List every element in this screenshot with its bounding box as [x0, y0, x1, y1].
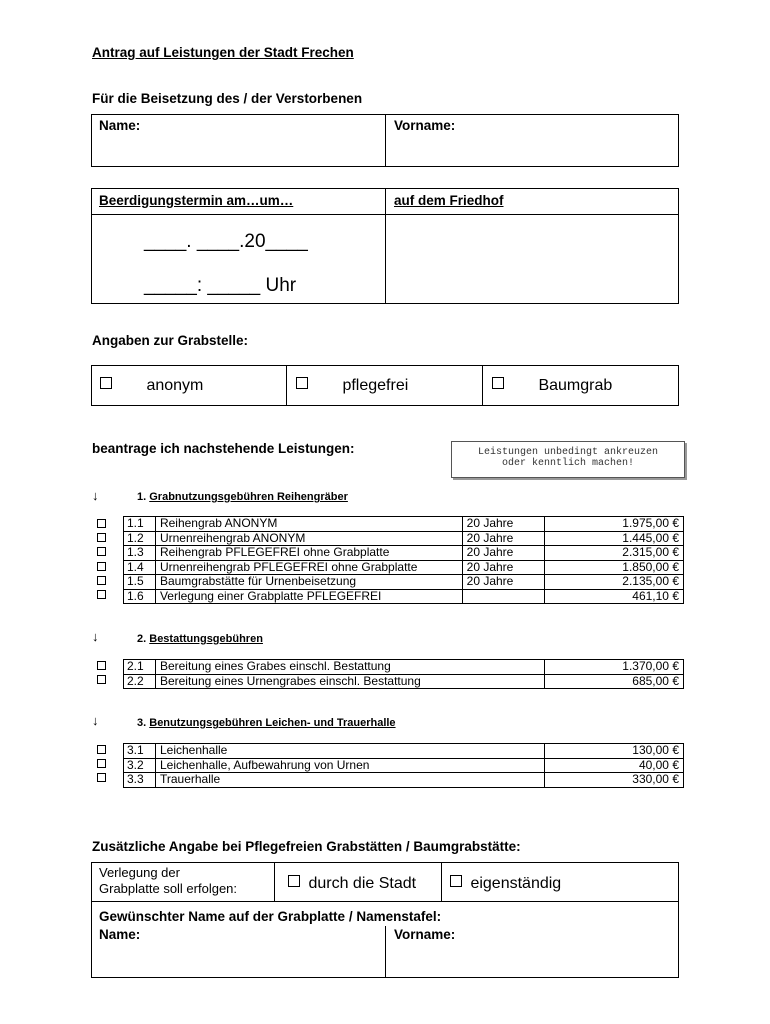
section-2-checkboxes: [97, 661, 106, 689]
plate-name-label: Name:: [99, 927, 141, 942]
section-2-title: 2. Bestattungsgebühren: [137, 633, 263, 645]
plate-firstname-field[interactable]: [388, 945, 676, 975]
table-row: 3.3 Trauerhalle 330,00 €: [124, 773, 684, 788]
checkbox-3-2[interactable]: [97, 759, 106, 768]
table-row: 3.2 Leichenhalle, Aufbewahrung von Urnen 40,00 €: [124, 758, 684, 773]
grave-option-baumgrab[interactable]: [492, 376, 612, 394]
table-row: 1.3 Reihengrab PFLEGEFREI ohne Grabplatte 20 Jahre 2.315,00 €: [124, 546, 684, 561]
checkbox-1-2[interactable]: [97, 533, 106, 542]
checkbox-3-3[interactable]: [97, 773, 106, 782]
services-heading: beantrage ich nachstehende Leistungen:: [92, 441, 355, 456]
grave-option-anonym[interactable]: [100, 376, 203, 394]
table-row: 1.5 Baumgrabstätte für Urnenbeisetzung 20 Jahre 2.135,00 €: [124, 575, 684, 590]
section-1-table: [123, 516, 684, 604]
burial-time-input[interactable]: _____: _____ Uhr: [144, 275, 297, 296]
checkbox-2-2[interactable]: [97, 675, 106, 684]
extra-heading: Zusätzliche Angabe bei Pflegefreien Grabstätten / Baumgrabstätte:: [92, 839, 521, 854]
services-note-line2: oder kenntlich machen!: [501, 458, 635, 469]
deceased-name-label: Name:: [99, 118, 141, 133]
arrow-down-icon: ↓: [92, 713, 99, 728]
burial-date-input[interactable]: ____. ____.20____: [144, 231, 308, 252]
checkbox-2-1[interactable]: [97, 661, 106, 670]
option-self-label: eigenständig: [470, 875, 562, 892]
deceased-firstname-label: Vorname:: [394, 118, 456, 133]
grave-options-box: [91, 365, 679, 406]
deceased-heading: Für die Beisetzung des / der Verstorbenen: [92, 91, 363, 106]
plate-label: Verlegung der Grabplatte soll erfolgen:: [99, 865, 238, 896]
grave-option-label: anonym: [146, 377, 204, 394]
grave-option-label: pflegefrei: [342, 377, 409, 394]
checkbox-1-3[interactable]: [97, 547, 106, 556]
checkbox-1-5[interactable]: [97, 576, 106, 585]
deceased-firstname-field[interactable]: [388, 137, 676, 164]
section-3-title: 3. Benutzungsgebühren Leichen- und Trauerhalle: [137, 717, 396, 729]
checkbox-anonym[interactable]: [100, 377, 112, 389]
burial-date-label: Beerdigungstermin am…um…: [99, 193, 294, 208]
table-row: 1.4 Urnenreihengrab PFLEGEFREI ohne Grabplatte 20 Jahre 1.850,00 €: [124, 560, 684, 575]
section-3-table: [123, 743, 684, 788]
services-note-line1: Leistungen unbedingt ankreuzen: [477, 447, 659, 458]
option-city-label: durch die Stadt: [308, 875, 417, 892]
option-self[interactable]: [450, 874, 561, 892]
option-city[interactable]: [288, 874, 416, 892]
arrow-down-icon: ↓: [92, 488, 99, 503]
section-1-checkboxes: [97, 519, 106, 604]
plate-name-heading: Gewünschter Name auf der Grabplatte / Namenstafel:: [99, 909, 442, 924]
services-note: [451, 441, 685, 478]
plate-firstname-label: Vorname:: [394, 927, 456, 942]
checkbox-1-4[interactable]: [97, 562, 106, 571]
grave-heading: Angaben zur Grabstelle:: [92, 333, 249, 348]
cemetery-field[interactable]: [388, 217, 676, 301]
table-row: 2.2 Bereitung eines Urnengrabes einschl. Bestattung 685,00 €: [124, 674, 684, 689]
checkbox-self[interactable]: [450, 875, 462, 887]
table-row: 1.6 Verlegung einer Grabplatte PFLEGEFREI 461,10 €: [124, 589, 684, 604]
grave-option-label: Baumgrab: [538, 377, 613, 394]
table-row: 3.1 Leichenhalle 130,00 €: [124, 744, 684, 759]
table-row: 1.2 Urnenreihengrab ANONYM 20 Jahre 1.445,00 €: [124, 531, 684, 546]
page-title: Antrag auf Leistungen der Stadt Frechen: [92, 45, 354, 60]
plate-name-field[interactable]: [94, 945, 382, 975]
section-3-checkboxes: [97, 745, 106, 788]
arrow-down-icon: ↓: [92, 629, 99, 644]
section-1-title: 1. Grabnutzungsgebühren Reihengräber: [137, 491, 348, 503]
deceased-name-field[interactable]: [94, 137, 382, 164]
table-row: 2.1 Bereitung eines Grabes einschl. Bestattung 1.370,00 €: [124, 660, 684, 675]
section-2-table: [123, 659, 684, 689]
checkbox-pflegefrei[interactable]: [296, 377, 308, 389]
table-row: 1.1 Reihengrab ANONYM 20 Jahre 1.975,00 €: [124, 517, 684, 532]
checkbox-baumgrab[interactable]: [492, 377, 504, 389]
extra-box: [91, 862, 679, 978]
burial-box: [91, 188, 679, 304]
deceased-name-box: [91, 114, 679, 167]
grave-option-pflegefrei[interactable]: [296, 376, 408, 394]
checkbox-1-1[interactable]: [97, 519, 106, 528]
checkbox-1-6[interactable]: [97, 590, 106, 599]
cemetery-label: auf dem Friedhof: [394, 193, 504, 208]
checkbox-city[interactable]: [288, 875, 300, 887]
checkbox-3-1[interactable]: [97, 745, 106, 754]
